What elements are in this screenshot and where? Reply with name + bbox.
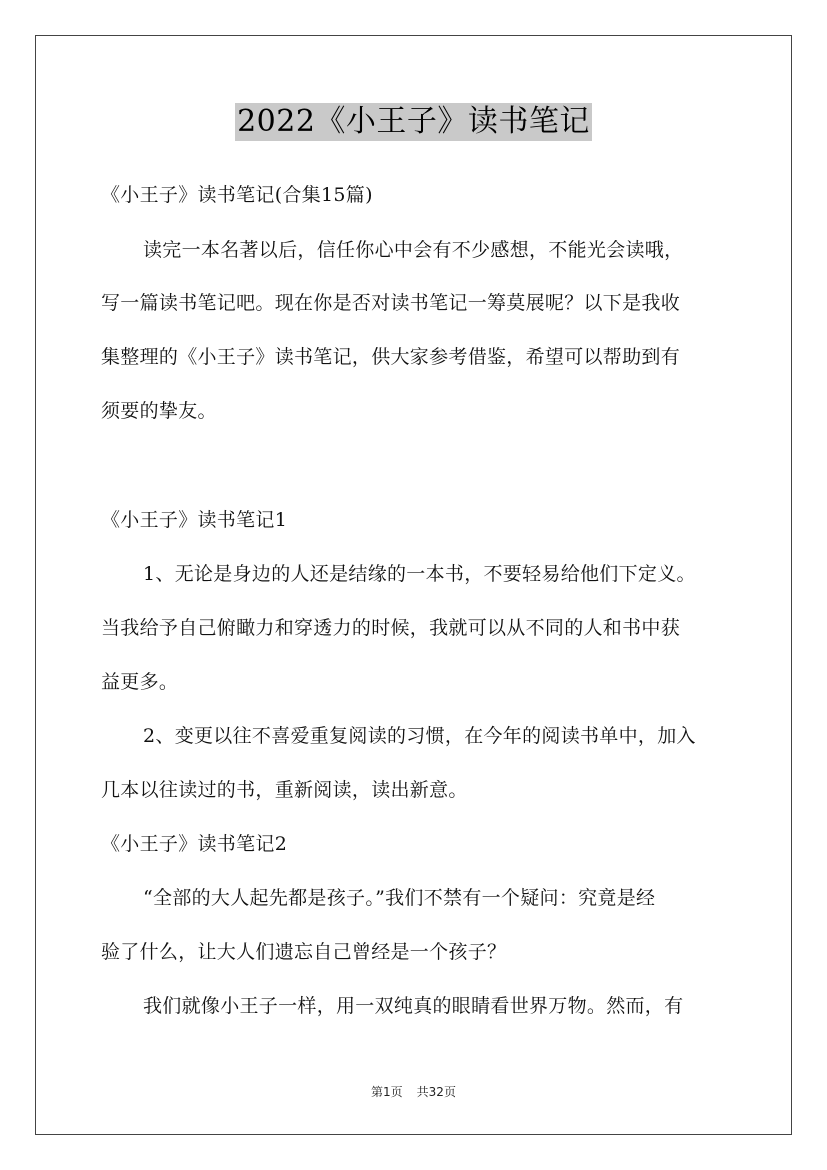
title-wrap — [0, 103, 827, 141]
subtitle-line: 《小王子》读书笔记(合集15篇) — [101, 184, 373, 206]
paragraph-line: 2、变更以往不喜爱重复阅读的习惯，在今年的阅读书单中，加入 — [143, 725, 696, 747]
section-heading-1: 《小王子》读书笔记1 — [101, 509, 288, 531]
paragraph-line: 几本以往读过的书，重新阅读，读出新意。 — [101, 779, 468, 801]
paragraph-line: 读完一本名著以后，信任你心中会有不少感想，不能光会读哦， — [143, 239, 684, 261]
document-title: 2022《小王子》读书笔记 — [237, 104, 590, 139]
paragraph-line: 集整理的《小王子》读书笔记，供大家参考借鉴，希望可以帮助到有 — [101, 346, 681, 368]
page-current: 第1页 — [371, 1085, 403, 1099]
paragraph-line: 写一篇读书笔记吧。现在你是否对读书笔记一筹莫展呢？以下是我收 — [101, 292, 681, 314]
paragraph-line: 益更多。 — [101, 671, 179, 693]
paragraph-line: 1、无论是身边的人还是结缘的一本书，不要轻易给他们下定义。 — [143, 563, 696, 585]
paragraph-line: 当我给予自己俯瞰力和穿透力的时候，我就可以从不同的人和书中获 — [101, 617, 681, 639]
paragraph-line: 验了什么，让大人们遗忘自己曾经是一个孩子？ — [101, 941, 507, 963]
page-footer — [0, 1084, 827, 1100]
paragraph-line: 我们就像小王子一样，用一双纯真的眼睛看世界万物。然而，有 — [143, 995, 684, 1017]
paragraph-line: “全部的大人起先都是孩子。”我们不禁有一个疑问：究竟是经 — [143, 887, 656, 909]
page-total: 共32页 — [416, 1085, 456, 1099]
section-heading-2: 《小王子》读书笔记2 — [101, 833, 288, 855]
paragraph-line: 须要的挚友。 — [101, 400, 217, 422]
